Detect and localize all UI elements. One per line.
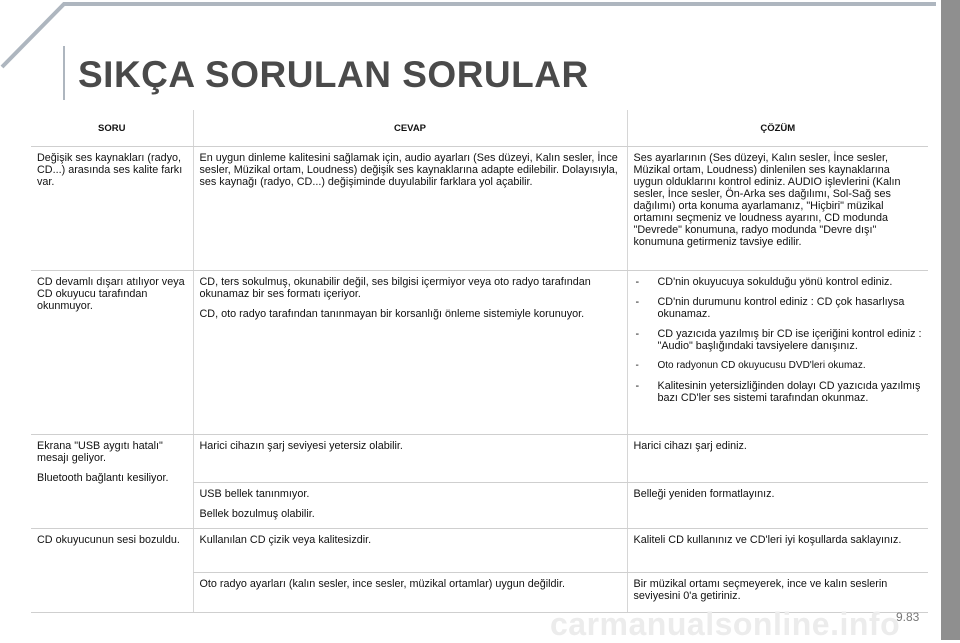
question-text: Bluetooth bağlantı kesiliyor. xyxy=(37,472,169,484)
solution-text: Belleği yeniden formatlayınız. xyxy=(633,488,775,500)
table-row xyxy=(31,435,928,483)
answer-text: Bellek bozulmuş olabilir. xyxy=(199,508,315,520)
answer-cell xyxy=(193,529,627,573)
answer-cell xyxy=(193,271,627,435)
question-text: CD okuyucunun sesi bozuldu. xyxy=(37,534,180,546)
answer-text: En uygun dinleme kalitesini sağlamak için, audio ayarları (Ses düzeyi, Kalın sesler, İnce sesler, Müzikal ortam, Loudness) değişik ses kaynaklarına adapte edilebilir. Dolayısıyla, ses kaynağı (radyo, CD...) değişiminde duyulabilir farklara yol açabilir. xyxy=(199,152,618,188)
solution-list xyxy=(634,276,923,404)
solution-cell xyxy=(627,271,928,435)
question-cell xyxy=(31,435,193,529)
watermark: carmanualsonline.info xyxy=(550,606,901,642)
page-title: SIKÇA SORULAN SORULAR xyxy=(78,54,589,95)
table-row xyxy=(31,529,928,573)
table-row xyxy=(31,271,928,435)
list-item: - Oto radyonun CD okuyucusu DVD'leri okumaz. xyxy=(634,360,923,372)
side-bar xyxy=(941,0,960,640)
answer-text: Kullanılan CD çizik veya kalitesizdir. xyxy=(199,534,372,546)
column-header-answer: CEVAP xyxy=(193,110,627,147)
answer-cell xyxy=(193,147,627,271)
question-text: Ekrana "USB aygıtı hatalı" mesajı geliyor. xyxy=(37,440,163,464)
column-header-question: SORU xyxy=(31,110,193,147)
faq-table xyxy=(31,110,928,613)
list-item: - Kalitesinin yetersizliğinden dolayı CD yazıcıda yazılmış bazı CD'ler ses sistemi tarafından okunmaz. xyxy=(634,380,923,404)
question-cell xyxy=(31,529,193,613)
solution-cell xyxy=(627,529,928,573)
table-header-row xyxy=(31,110,928,147)
question-text: CD devamlı dışarı atılıyor veya CD okuyucu tarafından okunmuyor. xyxy=(37,276,185,312)
solution-text: Kaliteli CD kullanınız ve CD'leri iyi koşullarda saklayınız. xyxy=(633,534,902,546)
answer-text: CD, ters sokulmuş, okunabilir değil, ses bilgisi içermiyor veya oto radyo tarafından okunamaz bir ses formatı içeriyor. xyxy=(199,276,591,300)
column-header-solution: ÇÖZÜM xyxy=(627,110,928,147)
solution-cell xyxy=(627,147,928,271)
list-item: - CD'nin durumunu kontrol ediniz : CD çok hasarlıysa okunamaz. xyxy=(634,296,923,320)
solution-cell xyxy=(627,483,928,529)
answer-text: Harici cihazın şarj seviyesi yetersiz olabilir. xyxy=(199,440,403,452)
solution-text: Ses ayarlarının (Ses düzeyi, Kalın sesler, İnce sesler, Müzikal ortam, Loudness) dinlenilen ses kaynaklarına uygun olduklarını kontrol ediniz. AUDIO işlevlerini (Kalın sesler, İnce sesler, Ön-Arka ses dağılımı, Sol-Sağ ses dağılımı) orta konuma ayarlamanız, "Hiçbiri" müzikal ortamını seçmeniz ve loudness ayarını, CD modunda "Devrede" konumuna, radyo modunda "Devre dışı" konumuna getirmeniz tavsiye edilir. xyxy=(633,152,901,248)
solution-text: Harici cihazı şarj ediniz. xyxy=(633,440,747,452)
answer-text: Oto radyo ayarları (kalın sesler, ince sesler, müzikal ortamlar) uygun değildir. xyxy=(199,578,565,590)
question-text: Değişik ses kaynakları (radyo, CD...) arasında ses kalite farkı var. xyxy=(37,152,183,188)
question-cell xyxy=(31,271,193,435)
answer-text: CD, oto radyo tarafından tanınmayan bir korsanlığı önleme sistemiyle korunuyor. xyxy=(199,308,585,320)
answer-text: USB bellek tanınmıyor. xyxy=(199,488,310,500)
list-item: - CD'nin okuyucuya sokulduğu yönü kontrol ediniz. xyxy=(634,276,923,288)
answer-cell xyxy=(193,435,627,483)
list-item: - CD yazıcıda yazılmış bir CD ise içeriğini kontrol ediniz : "Audio" başlığındaki tavsiyelere danışınız. xyxy=(634,328,923,352)
answer-cell xyxy=(193,483,627,529)
page-number: 9.83 xyxy=(896,610,920,624)
solution-cell xyxy=(627,435,928,483)
solution-text: Bir müzikal ortamı seçmeyerek, ince ve kalın seslerin seviyesini 0'a getiriniz. xyxy=(633,578,888,602)
question-cell xyxy=(31,147,193,271)
table-row xyxy=(31,147,928,271)
